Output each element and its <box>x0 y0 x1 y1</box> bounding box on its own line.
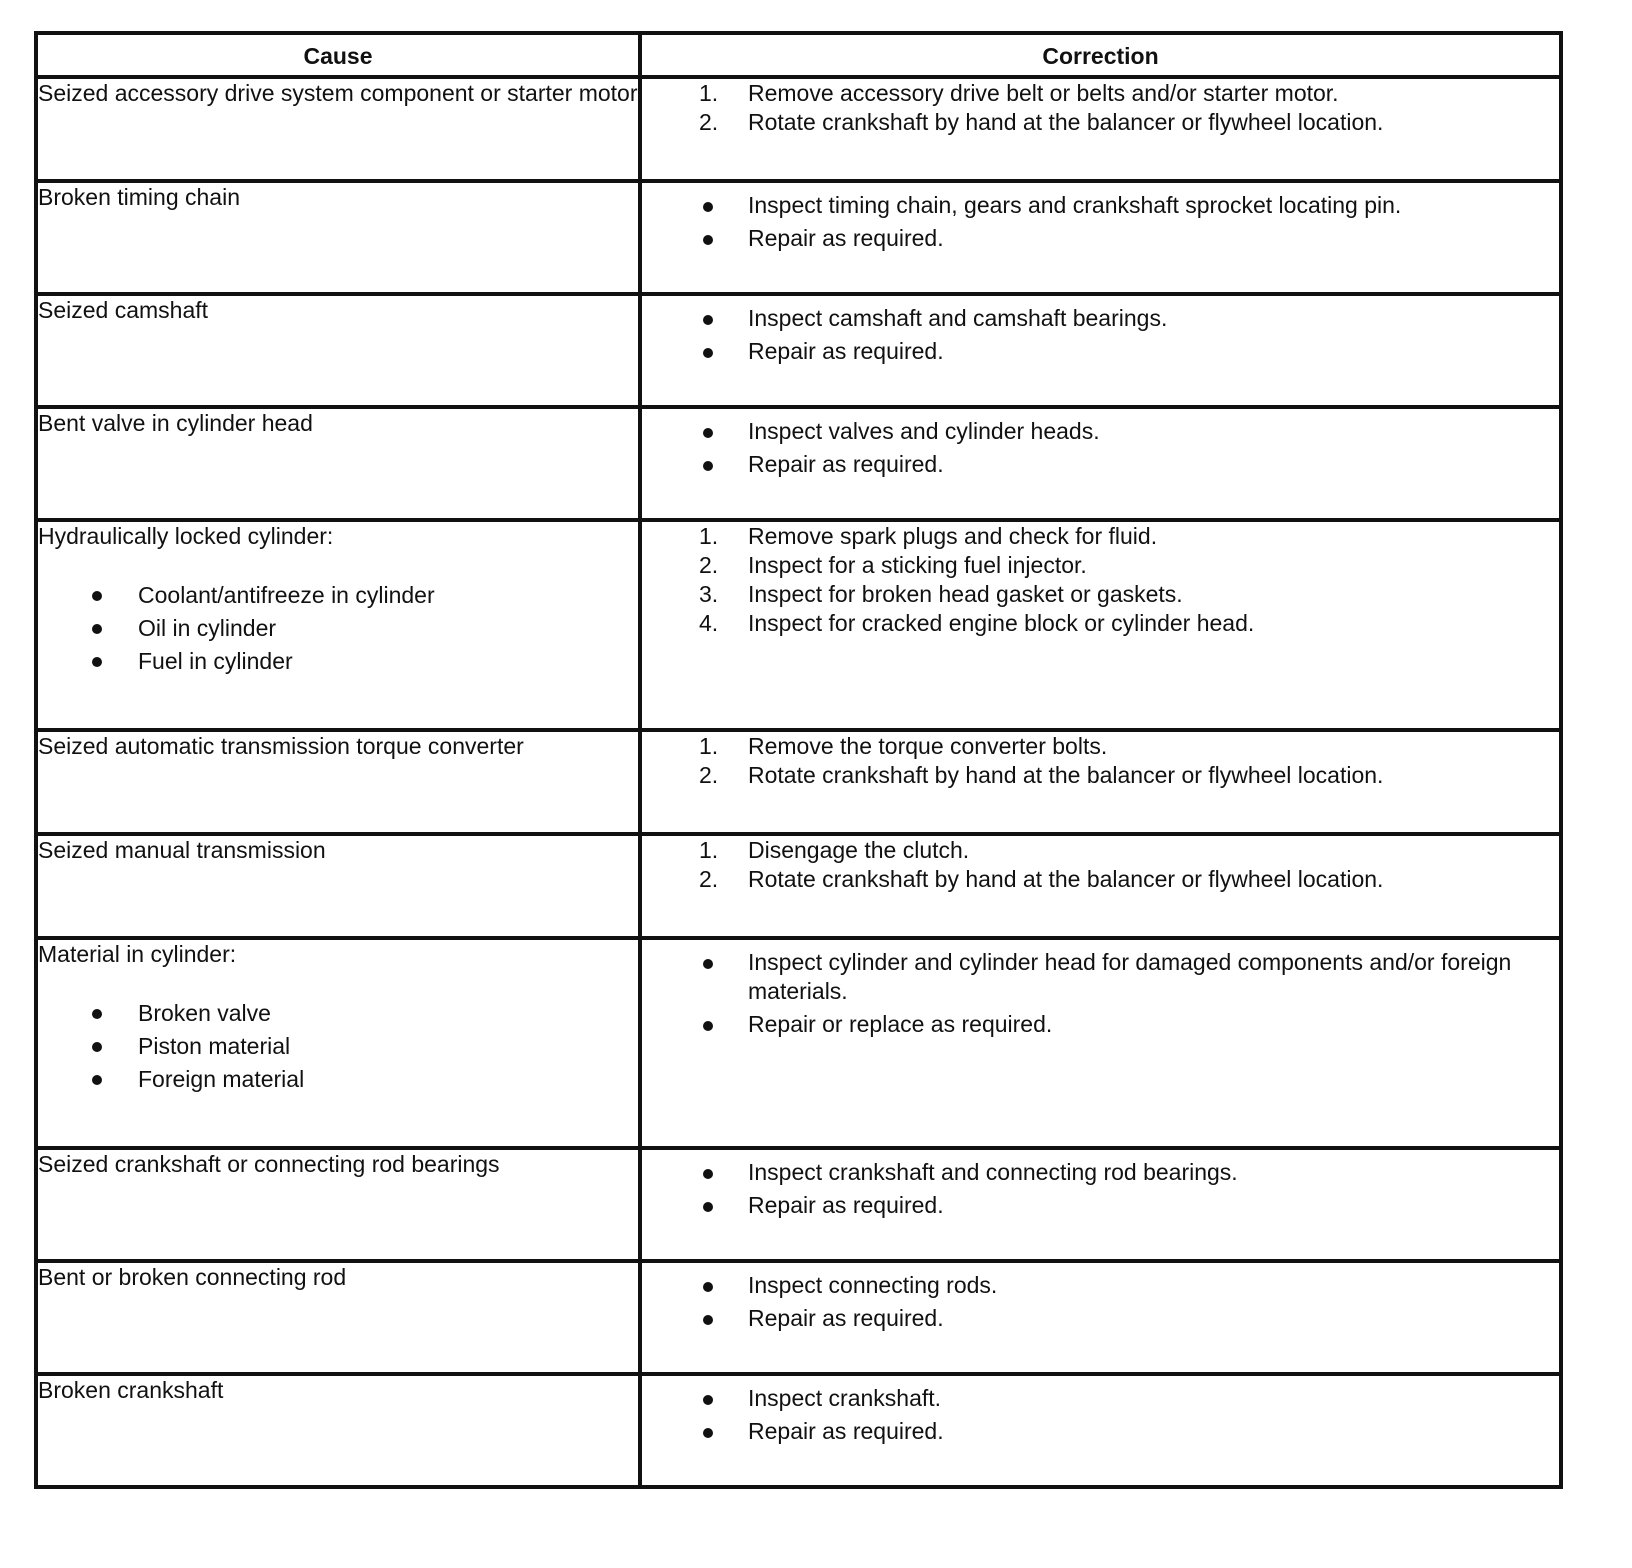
cause-cell <box>36 1374 640 1487</box>
step-number: 1. <box>699 733 719 759</box>
cause-cell <box>36 1148 640 1261</box>
correction-bullet: Repair as required. <box>642 1417 1559 1446</box>
cause-text: Material in cylinder: <box>38 941 237 967</box>
correction-cell <box>640 407 1561 520</box>
correction-step <box>642 836 1559 865</box>
correction-bullet: Repair as required. <box>642 450 1559 479</box>
cause-cell <box>36 181 640 294</box>
step-number: 2. <box>699 552 719 578</box>
cause-cell <box>36 730 640 834</box>
correction-cell <box>640 1374 1561 1487</box>
step-text: Inspect for cracked engine block or cylinder head. <box>748 610 1255 636</box>
diagnostic-table <box>34 31 1563 1489</box>
cause-sub-list <box>38 997 638 1096</box>
cause-cell <box>36 294 640 407</box>
table-body <box>36 77 1561 1487</box>
cause-sub-item: Piston material <box>38 1030 638 1063</box>
correction-step <box>642 732 1559 761</box>
correction-cell <box>640 294 1561 407</box>
cause-sub-item: Broken valve <box>38 997 638 1030</box>
step-number: 4. <box>699 610 719 636</box>
cause-text: Seized crankshaft or connecting rod bearings <box>38 1151 500 1177</box>
cause-text: Broken timing chain <box>38 184 240 210</box>
cause-sub-item: Coolant/antifreeze in cylinder <box>38 579 638 612</box>
step-text: Inspect for broken head gasket or gaskets. <box>748 581 1183 607</box>
cause-sub-item: Oil in cylinder <box>38 612 638 645</box>
correction-cell <box>640 520 1561 730</box>
cause-cell <box>36 834 640 938</box>
correction-step <box>642 79 1559 108</box>
table-row <box>36 938 1561 1148</box>
header-cause: Cause <box>36 33 640 77</box>
table-row <box>36 294 1561 407</box>
cause-text: Seized manual transmission <box>38 837 326 863</box>
step-number: 3. <box>699 581 719 607</box>
step-text: Remove accessory drive belt or belts and/or starter motor. <box>748 80 1339 106</box>
cause-text: Seized camshaft <box>38 297 209 323</box>
step-text: Remove the torque converter bolts. <box>748 733 1108 759</box>
correction-step <box>642 551 1559 580</box>
correction-steps <box>642 836 1559 894</box>
step-text: Remove spark plugs and check for fluid. <box>748 523 1158 549</box>
step-text: Rotate crankshaft by hand at the balancer or flywheel location. <box>748 866 1384 892</box>
correction-bullets <box>642 191 1559 253</box>
correction-bullets <box>642 948 1559 1039</box>
table-row <box>36 181 1561 294</box>
step-number: 2. <box>699 762 719 788</box>
correction-cell <box>640 730 1561 834</box>
correction-step <box>642 761 1559 790</box>
cause-text: Seized accessory drive system component or starter motor <box>38 80 638 106</box>
correction-bullets <box>642 1384 1559 1446</box>
cause-sub-list <box>38 579 638 678</box>
table-row <box>36 730 1561 834</box>
step-text: Disengage the clutch. <box>748 837 970 863</box>
step-number: 1. <box>699 523 719 549</box>
correction-cell <box>640 938 1561 1148</box>
correction-cell <box>640 1261 1561 1374</box>
correction-steps <box>642 522 1559 638</box>
cause-text: Bent or broken connecting rod <box>38 1264 347 1290</box>
correction-bullet: Inspect valves and cylinder heads. <box>642 417 1559 446</box>
correction-bullet: Repair as required. <box>642 1191 1559 1220</box>
correction-step <box>642 609 1559 638</box>
cause-cell <box>36 520 640 730</box>
step-text: Rotate crankshaft by hand at the balancer or flywheel location. <box>748 762 1384 788</box>
correction-step <box>642 108 1559 137</box>
header-correction: Correction <box>640 33 1561 77</box>
correction-bullet: Inspect camshaft and camshaft bearings. <box>642 304 1559 333</box>
correction-bullet: Inspect connecting rods. <box>642 1271 1559 1300</box>
cause-text: Seized automatic transmission torque converter <box>38 733 524 759</box>
step-text: Rotate crankshaft by hand at the balancer or flywheel location. <box>748 109 1384 135</box>
correction-step <box>642 522 1559 551</box>
correction-bullet: Inspect cylinder and cylinder head for damaged components and/or foreign materials. <box>642 948 1559 1006</box>
correction-cell <box>640 181 1561 294</box>
step-number: 2. <box>699 109 719 135</box>
correction-bullet: Repair or replace as required. <box>642 1010 1559 1039</box>
correction-step <box>642 865 1559 894</box>
correction-step <box>642 580 1559 609</box>
cause-sub-item: Foreign material <box>38 1063 638 1096</box>
correction-cell <box>640 1148 1561 1261</box>
cause-text: Broken crankshaft <box>38 1377 224 1403</box>
correction-bullet: Repair as required. <box>642 1304 1559 1333</box>
cause-sub-item: Fuel in cylinder <box>38 645 638 678</box>
correction-bullet: Inspect crankshaft. <box>642 1384 1559 1413</box>
step-number: 1. <box>699 837 719 863</box>
correction-bullets <box>642 417 1559 479</box>
cause-cell <box>36 407 640 520</box>
cause-text: Hydraulically locked cylinder: <box>38 523 334 549</box>
correction-bullets <box>642 304 1559 366</box>
table-row <box>36 407 1561 520</box>
table-row <box>36 520 1561 730</box>
table-row <box>36 1374 1561 1487</box>
step-number: 1. <box>699 80 719 106</box>
correction-bullet: Inspect timing chain, gears and crankshaft sprocket locating pin. <box>642 191 1559 220</box>
cause-text: Bent valve in cylinder head <box>38 410 313 436</box>
table-row <box>36 1261 1561 1374</box>
correction-steps <box>642 79 1559 137</box>
header-row <box>36 33 1561 77</box>
table-row <box>36 834 1561 938</box>
step-text: Inspect for a sticking fuel injector. <box>748 552 1087 578</box>
correction-bullets <box>642 1271 1559 1333</box>
step-number: 2. <box>699 866 719 892</box>
table-row <box>36 1148 1561 1261</box>
correction-bullet: Inspect crankshaft and connecting rod bearings. <box>642 1158 1559 1187</box>
cause-cell <box>36 938 640 1148</box>
cause-cell <box>36 77 640 181</box>
correction-steps <box>642 732 1559 790</box>
correction-cell <box>640 77 1561 181</box>
cause-cell <box>36 1261 640 1374</box>
correction-bullet: Repair as required. <box>642 224 1559 253</box>
table-row <box>36 77 1561 181</box>
correction-cell <box>640 834 1561 938</box>
correction-bullets <box>642 1158 1559 1220</box>
correction-bullet: Repair as required. <box>642 337 1559 366</box>
